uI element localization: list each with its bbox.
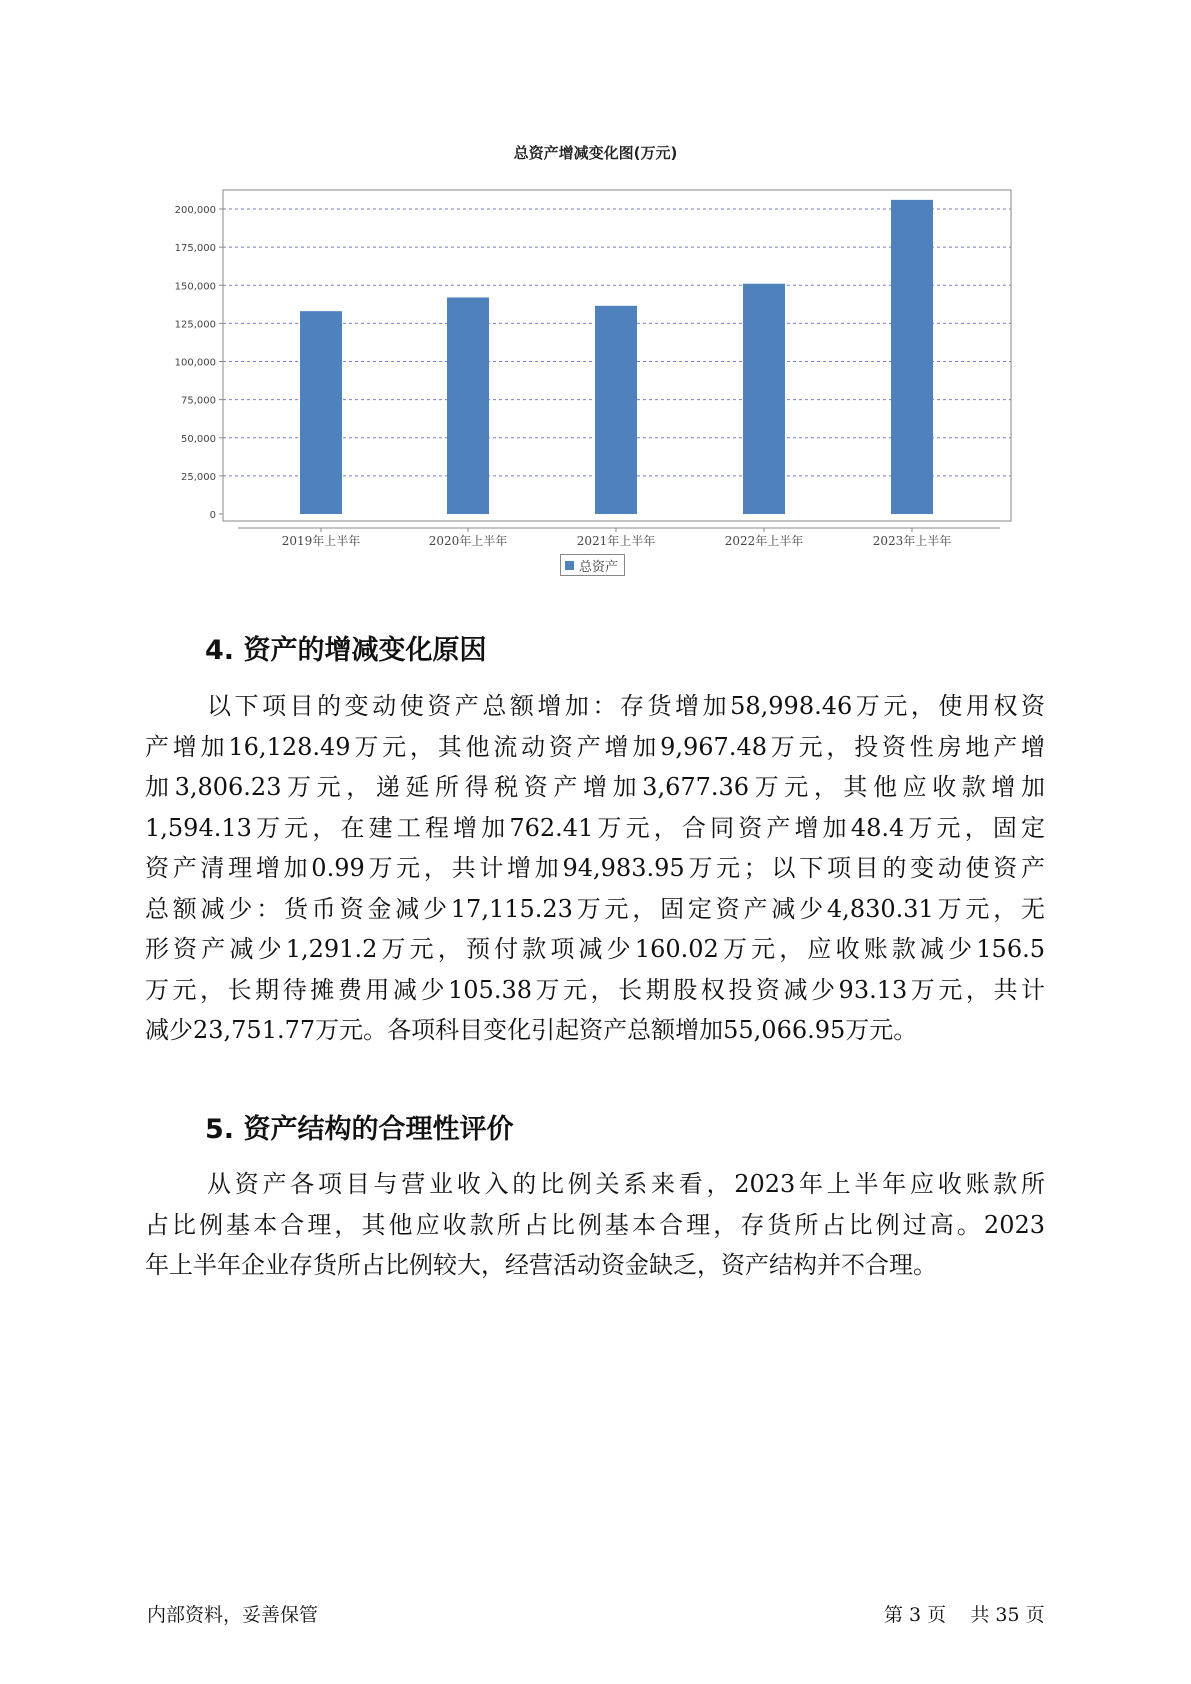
- section-5-paragraph: [145, 1164, 1045, 1286]
- footer-confidential-note: 内部资料，妥善保管: [147, 1604, 319, 1626]
- y-tick-label: 25,000: [181, 471, 216, 483]
- y-tick-label: 75,000: [181, 395, 216, 407]
- paragraph-line: 产增加16,128.49万元，其他流动资产增加9,967.48万元，投资性房地产增: [145, 732, 1045, 761]
- legend-label: 总资产: [579, 559, 619, 575]
- y-tick-label: 50,000: [181, 433, 216, 445]
- chart-title: 总资产增减变化图(万元): [513, 144, 678, 162]
- chart-bars: [300, 200, 933, 514]
- bar: [447, 297, 489, 514]
- bar-chart: [0, 0, 1191, 600]
- x-tick-label: 2022年上半年: [724, 534, 804, 548]
- section-5-heading: 5. 资产结构的合理性评价: [205, 1114, 514, 1145]
- x-tick-label: 2019年上半年: [281, 534, 361, 548]
- legend-swatch: [565, 561, 574, 570]
- x-tick-label: 2021年上半年: [576, 534, 656, 548]
- y-tick-label: 125,000: [174, 319, 216, 331]
- bar: [300, 311, 342, 514]
- y-tick-label: 100,000: [174, 357, 216, 369]
- paragraph-line: 占比例基本合理，其他应收款所占比例基本合理，存货所占比例过高。2023: [145, 1210, 1045, 1239]
- y-tick-label: 200,000: [174, 205, 216, 216]
- paragraph-line: 从资产各项目与营业收入的比例关系来看，2023年上半年应收账款所: [207, 1170, 1045, 1198]
- x-tick-label: 2023年上半年: [872, 534, 952, 548]
- chart-legend: [560, 554, 625, 576]
- section-4-heading: 4. 资产的增减变化原因: [205, 635, 487, 666]
- bar: [891, 200, 933, 514]
- x-tick-label: 2020年上半年: [428, 534, 508, 548]
- paragraph-line: 万元，长期待摊费用减少105.38万元，长期股权投资减少93.13万元，共计: [145, 975, 1045, 1004]
- paragraph-line: 总额减少：货币资金减少17,115.23万元，固定资产减少4,830.31万元，无: [145, 894, 1045, 923]
- paragraph-line: 减少23,751.77万元。各项科目变化引起资产总额增加55,066.95万元。: [145, 1016, 918, 1044]
- bar: [595, 306, 637, 514]
- paragraph-line: 资产清理增加0.99万元，共计增加94,983.95万元；以下项目的变动使资产: [145, 854, 1045, 882]
- paragraph-line: 以下项目的变动使资产总额增加：存货增加58,998.46万元，使用权资: [207, 692, 1045, 720]
- bar: [743, 284, 785, 514]
- section-4-paragraph: [145, 686, 1045, 1051]
- chart-labels: [175, 205, 952, 548]
- paragraph-line: 1,594.13万元，在建工程增加762.41万元，合同资产增加48.4万元，固定: [145, 813, 1045, 842]
- y-tick-label: 175,000: [174, 243, 216, 255]
- y-tick-label: 150,000: [174, 281, 216, 293]
- paragraph-line: 形资产减少1,291.2万元，预付款项减少160.02万元，应收账款减少156.5: [145, 935, 1045, 963]
- paragraph-line: 年上半年企业存货所占比例较大，经营活动资金缺乏，资产结构并不合理。: [145, 1251, 937, 1279]
- paragraph-line: 加3,806.23万元，递延所得税资产增加3,677.36万元，其他应收款增加: [145, 773, 1045, 801]
- y-tick-label: 0: [209, 510, 216, 521]
- footer-page-number: 第 3 页 共 35 页: [884, 1604, 1045, 1626]
